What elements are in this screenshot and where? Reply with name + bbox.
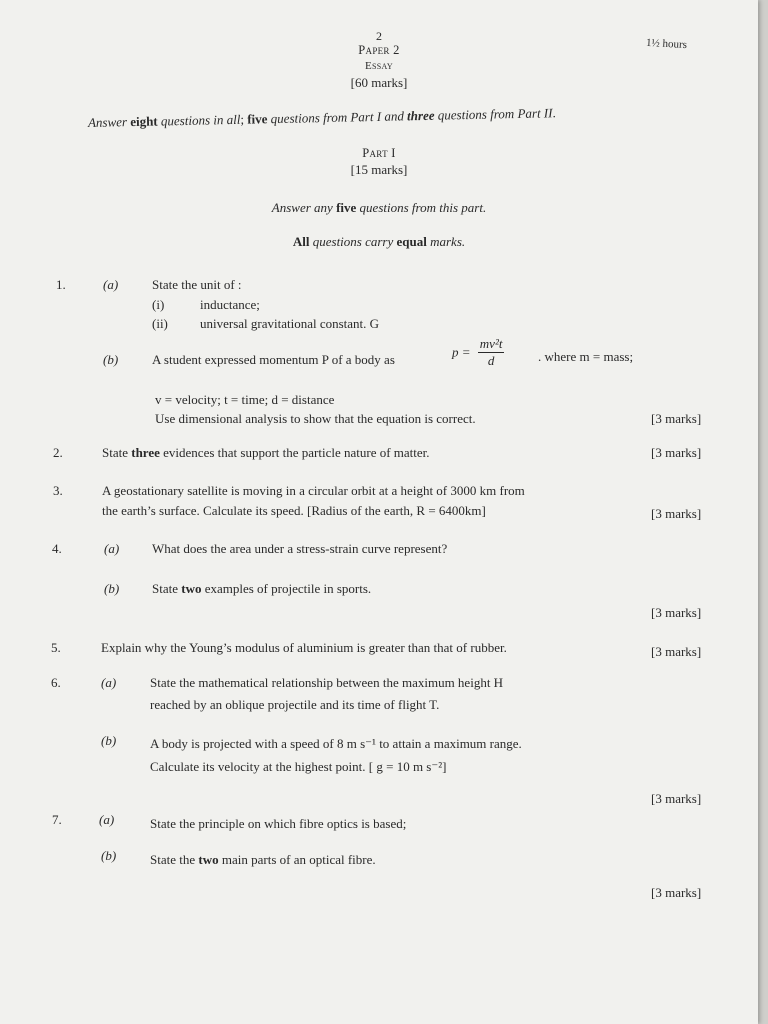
q1ai-text: inductance; xyxy=(200,297,260,312)
q7-number: 7. xyxy=(52,812,62,827)
q2-number: 2. xyxy=(53,445,63,460)
q1a-label: (a) xyxy=(103,277,119,292)
q6b-label: (b) xyxy=(101,733,117,748)
total-marks: [60 marks] xyxy=(350,75,408,90)
q4b-label: (b) xyxy=(104,581,120,596)
q4b-text: State two examples of projectile in sports. xyxy=(152,581,372,596)
q3-number: 3. xyxy=(53,483,63,498)
q1aii-text: universal gravitational constant. G xyxy=(200,316,380,331)
part1-equal-marks: All questions carry equal marks. xyxy=(292,234,466,249)
q7a-label: (a) xyxy=(99,812,115,827)
q1b-text: A student expressed momentum P of a body as xyxy=(152,352,395,367)
q7b-label: (b) xyxy=(101,848,117,863)
q7b-text: State the two main parts of an optical fibre. xyxy=(150,852,376,867)
q1-marks: [3 marks] xyxy=(651,411,702,426)
q6b-line2: Calculate its velocity at the highest point. [ g = 10 m s⁻²] xyxy=(150,759,447,774)
q1a-text: State the unit of : xyxy=(152,277,242,292)
paper-type: Essay xyxy=(365,60,393,72)
q1b-line2: v = velocity; t = time; d = distance xyxy=(155,392,335,407)
q6a-label: (a) xyxy=(101,675,117,690)
q5-text: Explain why the Young’s modulus of aluminium is greater than that of rubber. xyxy=(101,640,507,655)
q1b-label: (b) xyxy=(103,352,119,367)
page-number: 2 xyxy=(376,29,382,43)
paper-title: Paper 2 xyxy=(358,43,400,57)
q4-marks: [3 marks] xyxy=(651,605,702,620)
q4a-text: What does the area under a stress-strain curve represent? xyxy=(152,541,448,556)
q1aii-label: (ii) xyxy=(152,316,168,331)
q1-number: 1. xyxy=(56,277,66,292)
q4a-label: (a) xyxy=(104,541,120,556)
q5-marks: [3 marks] xyxy=(651,644,702,659)
q7-marks: [3 marks] xyxy=(651,885,702,900)
q3-marks: [3 marks] xyxy=(651,506,702,521)
q4-number: 4. xyxy=(52,541,62,556)
q1ai-label: (i) xyxy=(152,297,165,312)
q7a-text: State the principle on which fibre optics is based; xyxy=(150,816,407,831)
q6-number: 6. xyxy=(51,675,61,690)
part1-marks: [15 marks] xyxy=(350,162,408,177)
q6a-line1: State the mathematical relationship between the maximum height H xyxy=(150,675,504,690)
part1-title: Part I xyxy=(362,146,396,160)
q5-number: 5. xyxy=(51,640,61,655)
part1-instruction: Answer any five questions from this part. xyxy=(271,200,487,215)
general-instructions: Answer eight questions in all; five questions from Part I and three questions from Part II. xyxy=(87,105,556,130)
q1b-line3: Use dimensional analysis to show that the equation is correct. xyxy=(155,411,476,426)
q3-line1: A geostationary satellite is moving in a circular orbit at a height of 3000 km from xyxy=(102,483,525,498)
q2-text: State three evidences that support the particle nature of matter. xyxy=(102,445,430,460)
q3-line2: the earth’s surface. Calculate its speed. [Radius of the earth, R = 6400km] xyxy=(102,503,486,518)
q6-marks: [3 marks] xyxy=(651,791,702,806)
duration: 1½ hours xyxy=(645,36,688,52)
q1b-where: . where m = mass; xyxy=(538,349,634,364)
q6b-line1: A body is projected with a speed of 8 m s⁻¹ to attain a maximum range. xyxy=(150,736,522,751)
q2-marks: [3 marks] xyxy=(651,445,702,460)
q1b-formula: p = $\frac{\text{mv²t}}{d}$ xyxy=(452,336,503,368)
q6a-line2: reached by an oblique projectile and its time of flight T. xyxy=(150,697,440,712)
